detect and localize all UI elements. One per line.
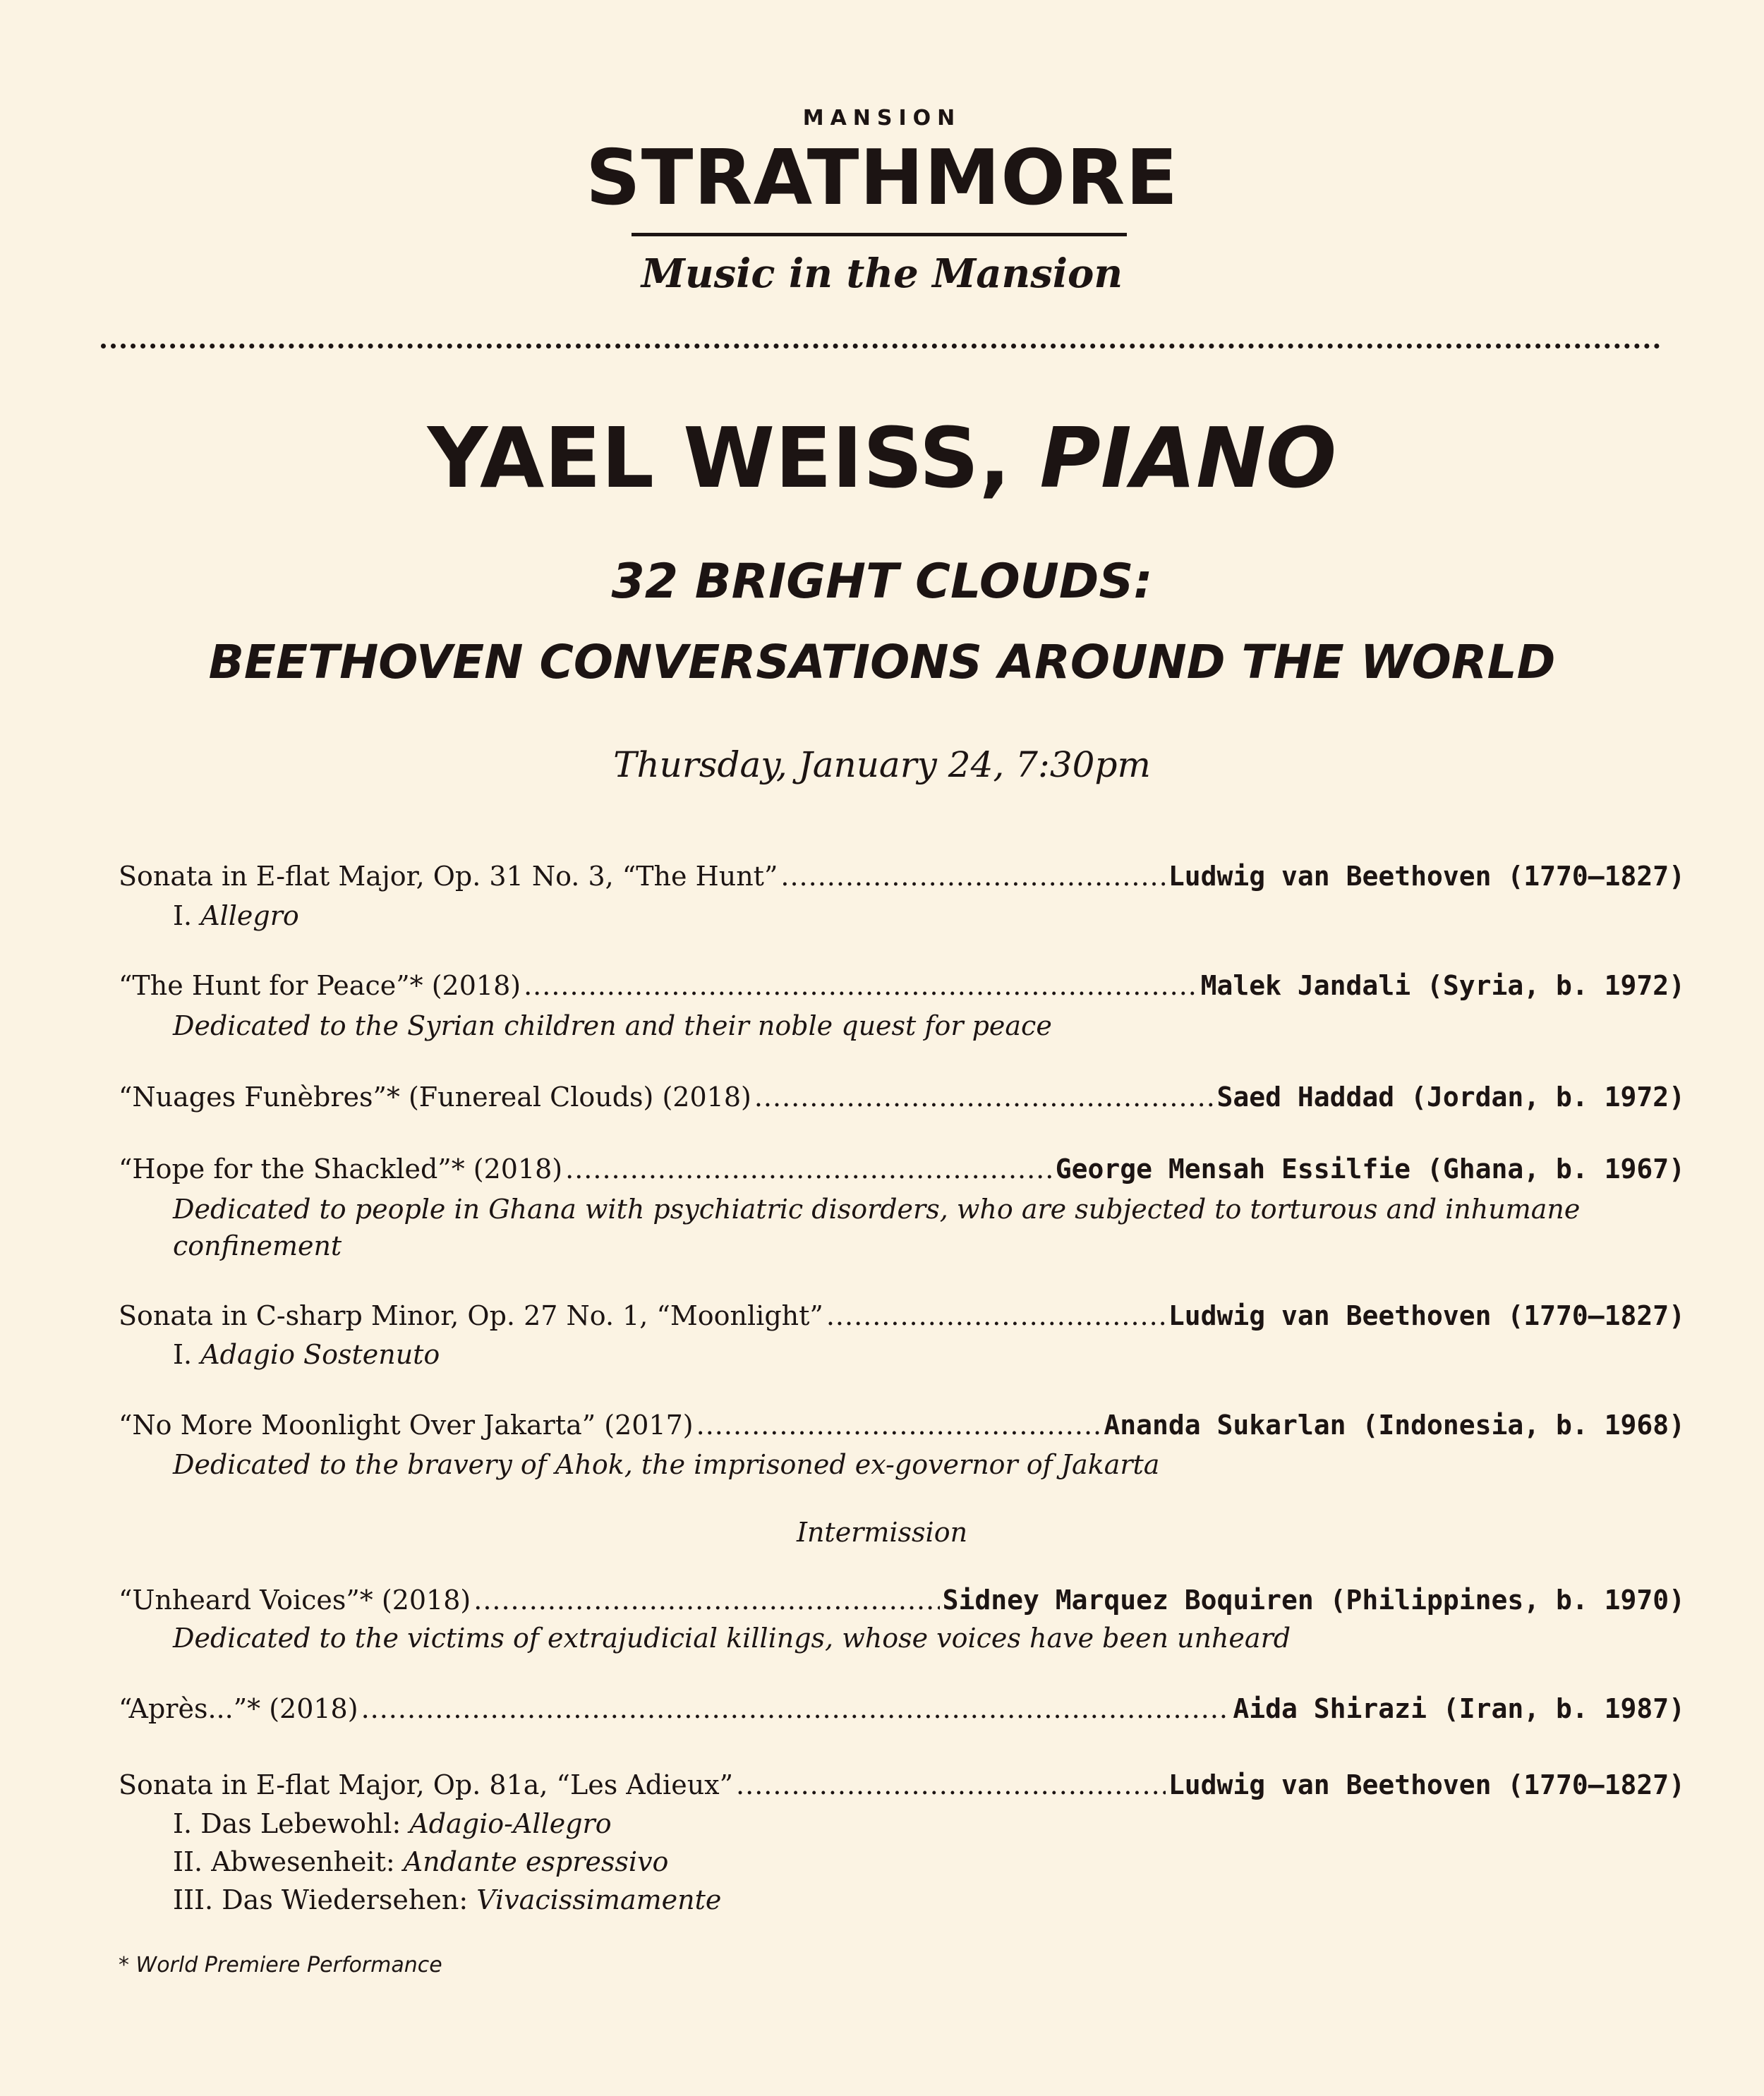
composer: Malek Jandali (Syria, b. 1972)	[1200, 970, 1685, 1001]
dedication	[173, 1191, 1584, 1265]
dot-leader	[754, 1082, 1214, 1114]
composer: Ludwig van Beethoven (1770–1827)	[1168, 1300, 1685, 1331]
dedication: Dedicated to the victims of extrajudicial killings, whose voices have been unheard	[173, 1623, 1291, 1654]
movement-tempo: Andante espressivo	[403, 1846, 669, 1877]
dedication: Dedicated to the Syrian children and their noble quest for peace	[173, 1010, 1052, 1041]
logo-divider	[632, 233, 1127, 236]
movement-tempo: Adagio-Allegro	[409, 1808, 612, 1839]
movement-number: III.	[173, 1884, 214, 1915]
program-entry	[119, 1693, 1685, 1726]
brand-tagline: Music in the Mansion	[641, 250, 1123, 297]
movement-line	[173, 900, 299, 933]
movement-line	[173, 1808, 612, 1841]
movement-number: I.	[173, 1808, 193, 1839]
dedication: Dedicated to the bravery of Ahok, the imprisoned ex-governor of Jakarta	[173, 1449, 1160, 1480]
work-title: “Hope for the Shackled”* (2018)	[119, 1153, 563, 1185]
movement-line	[173, 1884, 721, 1917]
work-title: Sonata in C-sharp Minor, Op. 27 No. 1, “Moonlight”	[119, 1300, 823, 1331]
movement-tempo: Adagio Sostenuto	[200, 1339, 440, 1370]
program-entry	[119, 1769, 1685, 1802]
dot-leader	[361, 1693, 1231, 1726]
program-entry	[119, 1585, 1685, 1617]
movement-name: Abwesenheit:	[211, 1846, 395, 1877]
composer: George Mensah Essilfie (Ghana, b. 1967)	[1055, 1153, 1685, 1185]
subtitle-line-1: 32 BRIGHT CLOUDS:	[611, 554, 1153, 610]
movement-number: I.	[173, 900, 193, 931]
movement-number: II.	[173, 1846, 203, 1877]
dotted-divider	[101, 344, 1660, 349]
dot-leader	[565, 1153, 1053, 1186]
work-title: “No More Moonlight Over Jakarta” (2017)	[119, 1410, 694, 1441]
composer: Saed Haddad (Jordan, b. 1972)	[1216, 1082, 1685, 1113]
program-entry	[119, 1300, 1685, 1333]
dot-leader	[696, 1410, 1101, 1442]
dot-leader	[473, 1585, 939, 1617]
subtitle-line-2: BEETHOVEN CONVERSATIONS AROUND THE WORLD	[208, 635, 1556, 689]
composer: Ananda Sukarlan (Indonesia, b. 1968)	[1104, 1410, 1685, 1441]
work-title: Sonata in E-flat Major, Op. 81a, “Les Adieux”	[119, 1769, 734, 1800]
performer-name: YAEL WEISS,	[427, 409, 1011, 507]
movement-tempo: Vivacissimamente	[476, 1884, 722, 1915]
movement-line	[173, 1846, 668, 1879]
composer: Aida Shirazi (Iran, b. 1987)	[1233, 1693, 1685, 1724]
page-title	[0, 409, 1764, 507]
program-entry	[119, 1153, 1685, 1186]
dot-leader	[780, 861, 1166, 893]
movement-line	[173, 1339, 440, 1371]
brand-mansion-label: MANSION	[802, 106, 962, 131]
dot-leader	[826, 1300, 1166, 1333]
program-entry	[119, 861, 1685, 893]
movement-number: I.	[173, 1339, 193, 1370]
dot-leader	[736, 1769, 1166, 1802]
movement-name: Das Wiedersehen:	[222, 1884, 469, 1915]
movement-name: Das Lebewohl:	[200, 1808, 401, 1839]
work-title: “The Hunt for Peace”* (2018)	[119, 970, 521, 1001]
work-title: “Après...”* (2018)	[119, 1693, 358, 1724]
composer: Sidney Marquez Boquiren (Philippines, b. 1970)	[942, 1585, 1685, 1616]
work-title: “Nuages Funèbres”* (Funereal Clouds) (2018)	[119, 1082, 751, 1113]
program-entry	[119, 1410, 1685, 1442]
concert-date: Thursday, January 24, 7:30pm	[613, 744, 1151, 785]
intermission-label: Intermission	[796, 1517, 968, 1548]
dedication-line: confinement	[173, 1230, 342, 1262]
brand-strathmore-logo: STRATHMORE	[585, 134, 1179, 222]
work-title: Sonata in E-flat Major, Op. 31 No. 3, “The Hunt”	[119, 861, 778, 892]
composer: Ludwig van Beethoven (1770–1827)	[1168, 861, 1685, 892]
movement-tempo: Allegro	[200, 900, 299, 931]
dot-leader	[524, 970, 1198, 1002]
composer: Ludwig van Beethoven (1770–1827)	[1168, 1769, 1685, 1800]
dedication-line: Dedicated to people in Ghana with psychiatric disorders, who are subjected to torturous and inhumane	[173, 1194, 1581, 1225]
footnote: * World Premiere Performance	[119, 1953, 442, 1977]
work-title: “Unheard Voices”* (2018)	[119, 1585, 471, 1616]
performer-instrument: PIANO	[1039, 409, 1337, 507]
program-entry	[119, 970, 1685, 1002]
program-entry	[119, 1082, 1685, 1114]
